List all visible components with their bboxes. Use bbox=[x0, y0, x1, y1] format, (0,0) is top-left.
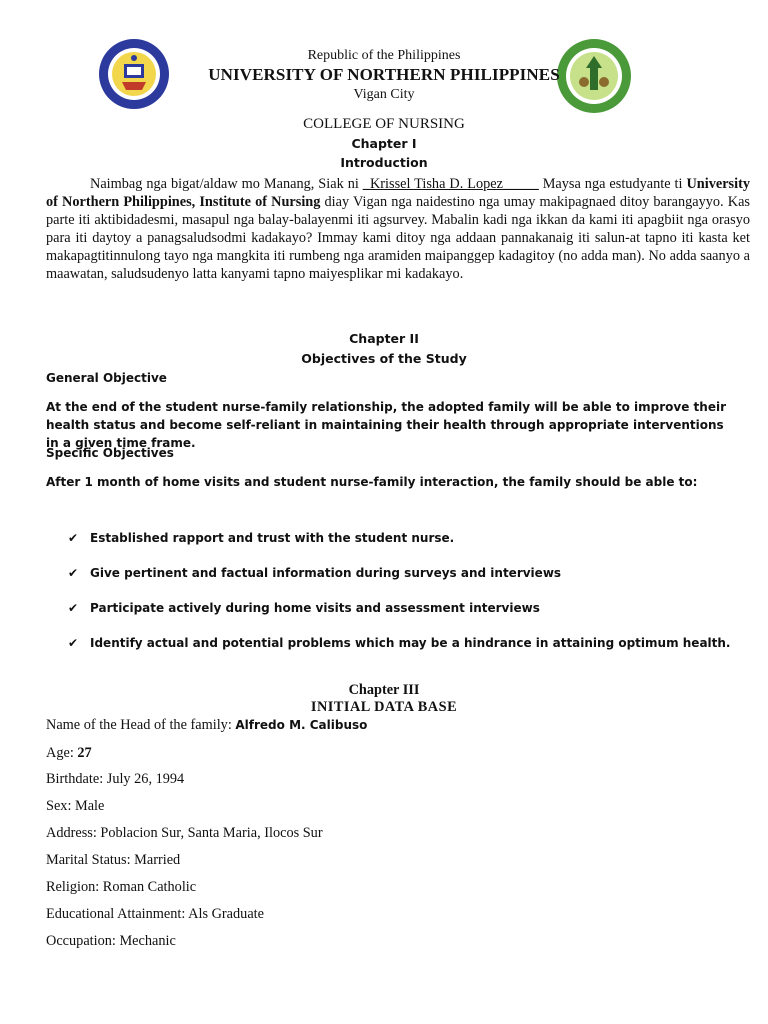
field-value: Married bbox=[134, 852, 181, 868]
field-sex bbox=[46, 798, 104, 815]
field-value: Als Graduate bbox=[188, 906, 264, 922]
field-education bbox=[46, 906, 264, 923]
list-item bbox=[68, 566, 561, 580]
checkmark-icon: ✔ bbox=[68, 566, 79, 580]
specific-objectives-heading: Specific Objectives bbox=[46, 446, 174, 460]
chapter3-title: Chapter III bbox=[348, 682, 420, 698]
field-label: Birthdate: bbox=[46, 771, 107, 787]
field-age bbox=[46, 745, 92, 762]
field-value: July 26, 1994 bbox=[106, 771, 185, 787]
city-line: Vigan City bbox=[353, 87, 415, 102]
field-address bbox=[46, 825, 323, 842]
intro-text-part3: diay Vigan nga naidestino nga umay makipagnaed ditoy barangayyo. Kas parte iti aktibidadesmi, masapul nga balay-balayenmi iti agsurvey. Mabalin kadi nga ikkan da kami iti apagbiit nga orasyo para iti daytoy a panagsaludsodmi kadakayo? Immay kami ditoy nga addaan pannakanaig iti salun-at tapno iti kasta ket makapagtitinnulong tayo nga mangkita iti rumbeng nga aramiden maipanggep kadagitoy (no adda man). No adda saanyo a maawatan, saludsudenyo latta kanyami tapno maiyesplikar mi kadakayo. bbox=[46, 194, 750, 282]
intro-text-part1: Naimbag nga bigat/aldaw mo Manang, Siak ni bbox=[90, 176, 363, 192]
student-name: _Krissel Tisha D. Lopez_____ bbox=[362, 176, 539, 192]
objective-text: Participate actively during home visits and assessment interviews bbox=[90, 601, 540, 615]
intro-text-part2: Maysa nga estudyante ti bbox=[538, 176, 687, 192]
university-institute-name: University of Northern Philippines, Institute of Nursing bbox=[46, 176, 750, 210]
checkmark-icon: ✔ bbox=[68, 636, 79, 650]
field-value: Male bbox=[75, 798, 105, 814]
republic-line: Republic of the Philippines bbox=[307, 48, 461, 63]
field-label: Address: bbox=[46, 825, 101, 841]
field-value: Alfredo M. Calibuso bbox=[235, 718, 368, 732]
chapter2-subtitle: Objectives of the Study bbox=[301, 351, 467, 366]
list-item bbox=[68, 636, 731, 650]
field-value: 27 bbox=[77, 745, 92, 761]
objective-text: Give pertinent and factual information during surveys and interviews bbox=[90, 566, 562, 580]
objective-text: Identify actual and potential problems which may be a hindrance in attaining optimum health. bbox=[90, 636, 731, 650]
field-birthdate bbox=[46, 771, 184, 788]
list-item bbox=[68, 601, 540, 615]
field-head-of-family bbox=[46, 717, 367, 734]
university-name: UNIVERSITY OF NORTHERN PHILIPPINES bbox=[208, 65, 560, 84]
chapter1-title: Chapter I bbox=[351, 136, 417, 151]
field-value: Mechanic bbox=[119, 933, 176, 949]
chapter2-title: Chapter II bbox=[349, 331, 419, 346]
field-label: Name of the Head of the family: bbox=[46, 717, 236, 733]
field-religion bbox=[46, 879, 196, 896]
field-label: Sex: bbox=[46, 798, 75, 814]
general-objective-heading: General Objective bbox=[46, 371, 167, 385]
specific-objectives-intro: After 1 month of home visits and student nurse-family interaction, the family should be able to: bbox=[46, 475, 698, 489]
field-label: Age: bbox=[46, 745, 78, 761]
field-occupation bbox=[46, 933, 176, 950]
college-name: COLLEGE OF NURSING bbox=[303, 116, 465, 132]
checkmark-icon: ✔ bbox=[68, 531, 79, 545]
field-label: Educational Attainment: bbox=[46, 906, 189, 922]
field-marital-status bbox=[46, 852, 180, 869]
chapter3-subtitle: INITIAL DATA BASE bbox=[310, 699, 458, 715]
general-objective-text: At the end of the student nurse-family relationship, the adopted family will be able to improve their health status and become self-reliant in maintaining their health through appropriate interventions in a given time frame. bbox=[46, 400, 726, 450]
field-label: Occupation: bbox=[46, 933, 120, 949]
chapter1-subtitle: Introduction bbox=[340, 155, 428, 170]
list-item bbox=[68, 531, 454, 545]
introduction-paragraph bbox=[46, 175, 750, 283]
checkmark-icon: ✔ bbox=[68, 601, 79, 615]
field-label: Religion: bbox=[46, 879, 103, 895]
field-label: Marital Status: bbox=[46, 852, 135, 868]
field-value: Poblacion Sur, Santa Maria, Ilocos Sur bbox=[100, 825, 323, 841]
objective-text: Established rapport and trust with the student nurse. bbox=[90, 531, 455, 545]
field-value: Roman Catholic bbox=[102, 879, 197, 895]
